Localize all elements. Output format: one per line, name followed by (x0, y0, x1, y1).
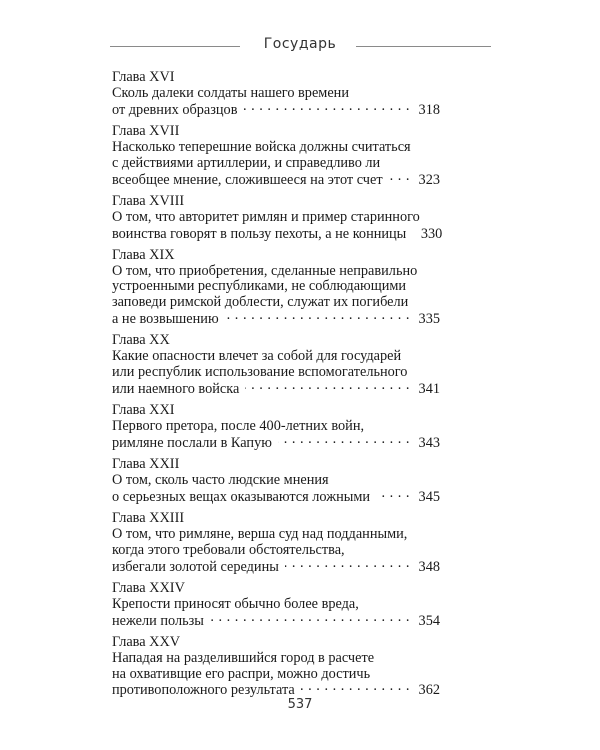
chapter-title-line: О том, что авторитет римлян и пример старинного (112, 208, 420, 225)
chapter-title-last-line (112, 172, 440, 189)
chapter-title-line: о серьезных вещах оказываются ложными (112, 488, 371, 505)
dot-leader (243, 102, 410, 114)
page-ref: 335 (418, 311, 440, 328)
chapter-heading: Глава XXV (112, 633, 181, 650)
running-head (0, 36, 600, 56)
chapter-title-line: римляне послали в Капую (112, 434, 272, 451)
dot-leader (245, 381, 410, 393)
chapter-title-line: заповеди римской доблести, служат их погибели (112, 294, 409, 311)
header-rule-right (356, 46, 491, 47)
toc-entry (112, 333, 440, 398)
page-ref: 345 (418, 488, 440, 505)
page-ref: 323 (418, 171, 440, 188)
chapter-title-last-line (112, 381, 440, 398)
page-ref: 362 (418, 682, 440, 699)
chapter-title-line: а не возвышению (112, 311, 219, 328)
page-ref: 343 (418, 434, 440, 451)
chapter-heading: Глава XX (112, 332, 170, 349)
page-ref: 341 (418, 381, 440, 398)
dot-leader (301, 682, 410, 694)
chapter-title-last-line (112, 311, 440, 328)
chapter-title-line: Сколь далеки солдаты нашего времени (112, 84, 349, 101)
chapter-title-line: или наемного войска (112, 381, 240, 398)
page-ref: 330 (420, 225, 443, 242)
page-ref: 348 (418, 558, 440, 575)
chapter-title-last-line (112, 559, 440, 576)
dot-leader (376, 489, 410, 501)
chapter-heading: Глава XVIII (112, 192, 185, 209)
chapter-title-line: нежели пользы (112, 612, 204, 629)
chapter-title-last-line (112, 435, 440, 452)
chapter-heading: Глава XXIII (112, 509, 185, 526)
toc-entry (112, 635, 440, 700)
chapter-title-line: Какие опасности влечет за собой для государей (112, 348, 402, 365)
page-number: 537 (287, 697, 313, 712)
chapter-heading: Глава XVII (112, 122, 180, 139)
chapter-title-line: О том, что приобретения, сделанные неправильно (112, 262, 418, 279)
chapter-title-line: устроенными республиками, не соблюдающими (112, 278, 407, 295)
chapter-heading: Глава XIX (112, 246, 175, 263)
chapter-title-line: противоположного результата (112, 682, 295, 699)
chapter-heading: Глава XXI (112, 402, 175, 419)
chapter-title-line: Первого претора, после 400-летних войн, (112, 418, 365, 435)
dot-leader (278, 435, 410, 447)
running-head-title: Государь (263, 36, 337, 52)
page-ref: 318 (418, 101, 440, 118)
chapter-title-line: О том, что римляне, верша суд над подданными, (112, 525, 408, 542)
dot-leader (225, 311, 410, 323)
toc-entry (112, 124, 440, 189)
dot-leader (285, 559, 410, 571)
toc-entry (112, 248, 440, 329)
chapter-title-line: всеобщее мнение, сложившееся на этот счет (112, 171, 383, 188)
chapter-title-line: когда этого требовали обстоятельства, (112, 541, 345, 558)
chapter-title-last-line (112, 613, 440, 630)
chapter-title-last-line (112, 489, 440, 506)
toc-entry (112, 403, 440, 452)
chapter-title-last-line (112, 102, 440, 119)
chapter-title-line: Крепости приносят обычно более вреда, (112, 595, 359, 612)
table-of-contents (112, 69, 443, 705)
chapter-heading: Глава XXIV (112, 579, 185, 596)
chapter-heading: Глава XXII (112, 456, 180, 473)
chapter-title-line: воинства говорят в пользу пехоты, а не конницы (112, 225, 407, 242)
dot-leader (389, 172, 410, 184)
dot-leader (210, 613, 410, 625)
chapter-title-line: на охвативщие его распри, можно достичь (112, 665, 371, 682)
chapter-title-line: О том, сколь часто людские мнения (112, 471, 329, 488)
toc-entry (112, 70, 440, 119)
toc-entry (112, 192, 443, 243)
toc-entry (112, 457, 440, 506)
toc-entry (112, 581, 440, 630)
chapter-title-last-line (112, 225, 443, 243)
chapter-title-line: избегали золотой середины (112, 558, 279, 575)
chapter-heading: Глава XVI (112, 69, 175, 85)
chapter-title-line: Насколько теперешние войска должны считаться (112, 138, 411, 155)
chapter-title-line: Нападая на разделившийся город в расчете (112, 649, 375, 666)
chapter-title-line: или республик использование вспомогательного (112, 364, 408, 381)
chapter-title-line: с действиями артиллерии, и справедливо ли (112, 154, 381, 171)
page-ref: 354 (418, 612, 440, 629)
toc-entry (112, 511, 440, 576)
chapter-title-line: от древних образцов (112, 101, 238, 118)
